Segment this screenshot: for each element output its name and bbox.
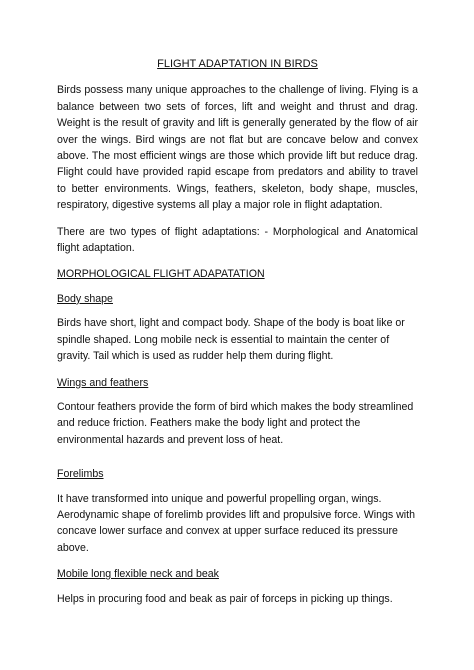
- body-shape-paragraph: Birds have short, light and compact body. Shape of the body is boat like or spindle shaped. Long mobile neck is essential to maintain the center of gravity. Tail which is used as rudder help them during flight.: [57, 317, 405, 363]
- forelimbs-paragraph: It have transformed into unique and powerful propelling organ, wings. Aerodynamic shape of forelimb provides lift and propulsive force. Wings with concave lower surface and convex at upper surface reduced its pressure above.: [57, 492, 415, 554]
- subheading-body-shape: Body shape: [57, 292, 113, 305]
- subheading-forelimbs: Forelimbs: [57, 468, 104, 481]
- section-heading-morphological: MORPHOLOGICAL FLIGHT ADAPATATION: [57, 268, 265, 281]
- neck-beak-paragraph: Helps in procuring food and beak as pair of forceps in picking up things.: [57, 592, 393, 605]
- intro-paragraph: Birds possess many unique approaches to the challenge of living. Flying is a balance between two sets of forces, lift and weight and thrust and drag. Weight is the result of gravity and lift is generally generated by the flow of air over the wings. Bird wings are not flat but are concave below and convex above. The most efficient wings are those which provide lift but reduce drag. Flight could have provided rapid escape from predators and ability to travel to better environments. Wings, feathers, skeleton, body shape, muscles, respiratory, digestive systems all play a major role in flight adaptation.: [57, 84, 418, 212]
- wings-feathers-paragraph: Contour feathers provide the form of bird which makes the body streamlined and reduce friction. Feathers make the body light and protect the environmental hazards and prevent loss of heat.: [57, 400, 414, 446]
- subheading-neck-beak: Mobile long flexible neck and beak: [57, 568, 219, 581]
- subheading-wings-feathers: Wings and feathers: [57, 376, 149, 389]
- types-paragraph: There are two types of flight adaptations: - Morphological and Anatomical flight adaptation.: [57, 225, 418, 255]
- document-title: FLIGHT ADAPTATION IN BIRDS: [157, 58, 318, 70]
